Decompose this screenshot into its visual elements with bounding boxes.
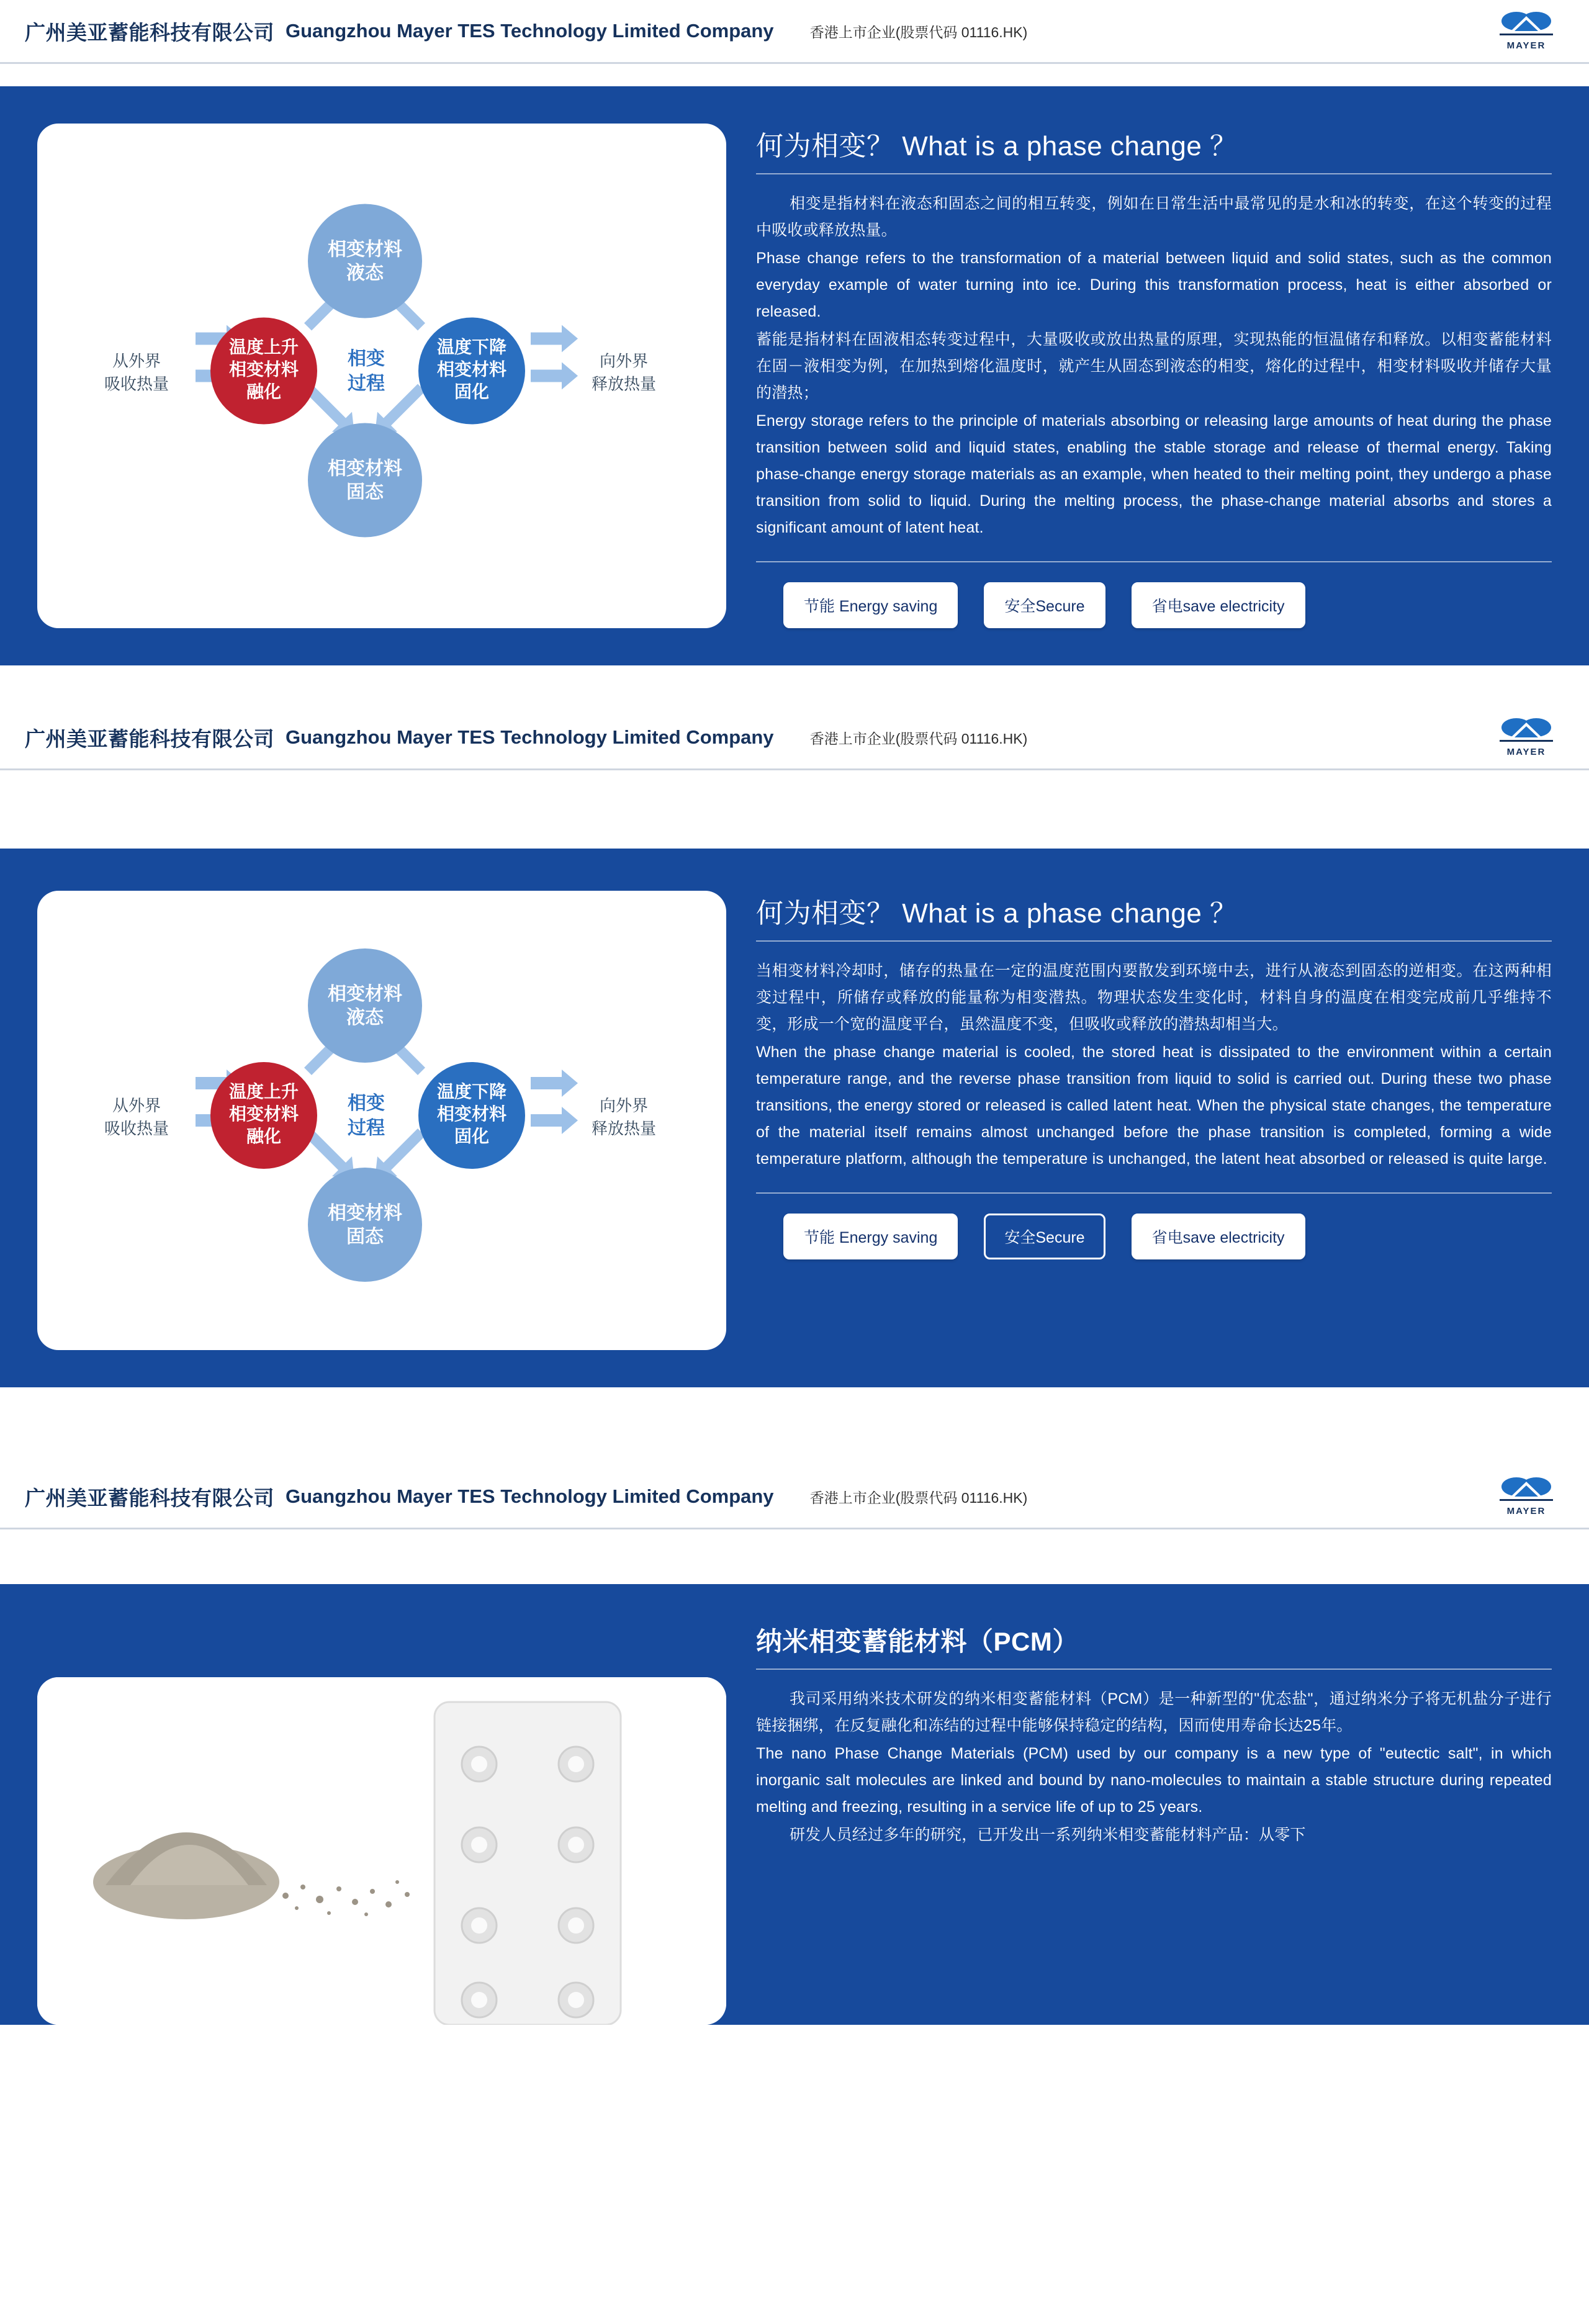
svg-text:释放热量: 释放热量 (591, 374, 657, 394)
svg-text:相变材料: 相变材料 (328, 1203, 402, 1223)
mayer-logo-icon (1500, 11, 1553, 40)
svg-text:从外界: 从外界 (112, 351, 161, 371)
svg-text:相变: 相变 (348, 348, 385, 369)
svg-text:相变材料: 相变材料 (436, 1104, 507, 1124)
svg-text:液态: 液态 (346, 263, 384, 284)
mayer-logo-text: MAYER (1506, 40, 1546, 51)
paragraph: 相变是指材料在液态和固态之间的相互转变，例如在日常生活中最常见的是水和冰的转变，在这个转变的过程中吸收或释放热量。 (756, 195, 1552, 239)
mayer-logo (1492, 716, 1560, 759)
slide-3-title: 纳米相变蓄能材料（PCM） (756, 1627, 1079, 1656)
svg-text:温度上升: 温度上升 (228, 337, 299, 357)
svg-text:液态: 液态 (346, 1007, 384, 1028)
header-gap-2 (0, 770, 1589, 849)
mayer-logo (1492, 1475, 1560, 1518)
svg-text:温度上升: 温度上升 (228, 1082, 299, 1101)
company-name-cn: 广州美亚蓄能科技有限公司 (25, 20, 274, 44)
svg-text:相变材料: 相变材料 (228, 1104, 299, 1124)
title-divider-3 (756, 1669, 1552, 1670)
svg-text:融化: 融化 (246, 382, 282, 402)
tag-secure[interactable]: 安全Secure (984, 582, 1105, 628)
page-header-3 (0, 1466, 1589, 1528)
svg-text:过程: 过程 (348, 1118, 385, 1138)
company-name-en: Guangzhou Mayer TES Technology Limited Company (286, 20, 774, 42)
slide-2-body (0, 849, 1589, 1387)
svg-text:融化: 融化 (246, 1127, 282, 1146)
mayer-logo-text: MAYER (1506, 1506, 1546, 1516)
svg-text:向外界: 向外界 (599, 351, 649, 371)
paragraph: 蓄能是指材料在固液相态转变过程中，大量吸收或放出热量的原理，实现热能的恒温储存和释放。以相变蓄能材料在固－液相变为例，在加热到熔化温度时，就产生从固态到液态的相变，熔化的过程中，相变材料吸收并储存大量的潜热； (756, 331, 1552, 402)
tag-energy-saving[interactable]: 节能 Energy saving (783, 1214, 958, 1259)
company-name-en: Guangzhou Mayer TES Technology Limited Company (286, 1485, 774, 1507)
page-header-1 (0, 0, 1589, 62)
phase-change-diagram-card-1 (37, 124, 726, 628)
slide-1-body-text (756, 191, 1552, 543)
slide-3-body-text (756, 1686, 1552, 1850)
page-header-2 (0, 706, 1589, 768)
mayer-logo (1492, 9, 1560, 53)
tag-secure[interactable]: 安全Secure (984, 1214, 1105, 1259)
phase-change-diagram-card-2 (37, 891, 726, 1350)
slide-2-bottom-gap (0, 1387, 1589, 1466)
svg-text:固化: 固化 (454, 382, 490, 402)
mayer-logo-icon (1500, 1477, 1553, 1505)
tag-save-electricity[interactable]: 省电save electricity (1132, 582, 1305, 628)
svg-text:过程: 过程 (348, 373, 385, 394)
svg-text:相变: 相变 (348, 1093, 385, 1114)
slide-3 (0, 1466, 1589, 2025)
svg-text:固化: 固化 (454, 1127, 490, 1146)
title-divider-2 (756, 940, 1552, 942)
stock-code-note: 香港上市企业(股票代码 01116.HK) (809, 1489, 1028, 1506)
slide-1-bottom-gap (0, 665, 1589, 706)
paragraph: Phase change refers to the transformation of a material between liquid and solid states, such as the common everyday example of water turning into ice. During this transformation process, heat is either absorbed or released. (756, 250, 1552, 320)
slide-1-body (0, 86, 1589, 665)
stock-code-note: 香港上市企业(股票代码 01116.HK) (809, 24, 1028, 40)
pcm-product-photo-card (37, 1677, 726, 2025)
svg-text:相变材料: 相变材料 (228, 359, 299, 379)
paragraph: The nano Phase Change Materials (PCM) used by our company is a new type of "eutectic salt", in which inorganic salt molecules are linked and bound by nano-molecules to maintain a stable structure during repeated melting and freezing, resulting in a service life of up to 25 years. (756, 1745, 1552, 1816)
slide-1-text-column (726, 124, 1552, 628)
paragraph: 我司采用纳米技术研发的纳米相变蓄能材料（PCM）是一种新型的"优态盐"，通过纳米分子将无机盐分子进行链接捆绑，在反复融化和冻结的过程中能够保持稳定的结构，因而使用寿命长达25年。 (756, 1690, 1552, 1734)
svg-text:从外界: 从外界 (112, 1096, 161, 1115)
slide-2-text-column (726, 891, 1552, 1350)
svg-text:相变材料: 相变材料 (328, 458, 402, 479)
slide-2-title: 何为相变？ What is a phase change ？ (756, 898, 1238, 929)
svg-text:相变材料: 相变材料 (436, 359, 507, 379)
paragraph: 当相变材料冷却时，储存的热量在一定的温度范围内要散发到环境中去，进行从液态到固态的逆相变。在这两种相变过程中，所储存或释放的能量称为相变潜热。物理状态发生变化时，材料自身的温度在相变完成前几乎维持不变，形成一个宽的温度平台，虽然温度不变，但吸收或释放的潜热却相当大。 (756, 962, 1552, 1033)
slide-1-title: 何为相变？ What is a phase change ？ (756, 131, 1238, 161)
slide-1 (0, 0, 1589, 706)
svg-text:相变材料: 相变材料 (328, 984, 402, 1004)
tag-save-electricity[interactable]: 省电save electricity (1132, 1214, 1305, 1259)
tag-energy-saving[interactable]: 节能 Energy saving (783, 582, 958, 628)
header-gap (0, 64, 1589, 86)
slide-2-tag-row (756, 1214, 1552, 1259)
header-gap-3 (0, 1529, 1589, 1584)
svg-text:吸收热量: 吸收热量 (104, 1119, 169, 1138)
svg-text:温度下降: 温度下降 (436, 337, 507, 357)
mayer-logo-icon (1500, 718, 1553, 746)
paragraph: 研发人员经过多年的研究，已开发出一系列纳米相变蓄能材料产品：从零下 (790, 1826, 1306, 1844)
buttons-divider-1 (756, 561, 1552, 562)
title-divider-1 (756, 173, 1552, 174)
svg-text:相变材料: 相变材料 (328, 239, 402, 260)
svg-text:向外界: 向外界 (599, 1096, 649, 1115)
pcm-product-photo (37, 1677, 726, 2025)
paragraph: When the phase change material is cooled, the stored heat is dissipated to the environment within a certain temperature range, and the reverse phase transition from liquid to solid is carried out. During these two phase transitions, the energy stored or released is called latent heat. When the physical state changes, the temperature of the material itself remains almost unchanged before the phase transition is completed, forming a wide temperature platform, although the temperature is unchanged, the latent heat absorbed or released is quite large. (756, 1043, 1552, 1168)
slide-1-tag-row (756, 582, 1552, 628)
mayer-logo-text: MAYER (1506, 747, 1546, 757)
svg-text:温度下降: 温度下降 (436, 1082, 507, 1101)
slide-2-body-text (756, 958, 1552, 1174)
slide-3-text-column (726, 1621, 1552, 1850)
slide-2 (0, 706, 1589, 1466)
company-name-cn: 广州美亚蓄能科技有限公司 (25, 727, 274, 750)
phase-change-diagram (37, 891, 726, 1350)
svg-text:固态: 固态 (346, 482, 384, 503)
slide-3-body (0, 1584, 1589, 2025)
phase-change-diagram (37, 124, 726, 628)
paragraph: Energy storage refers to the principle of materials absorbing or releasing large amounts of heat during the phase transition between solid and liquid states, enabling the stable storage and release of thermal energy. Taking phase-change energy storage materials as an example, when heated to their melting point, they undergo a phase transition from solid to liquid. During the melting process, the phase-change material absorbs and stores a significant amount of latent heat. (756, 412, 1552, 536)
stock-code-note: 香港上市企业(股票代码 01116.HK) (809, 730, 1028, 747)
svg-text:固态: 固态 (346, 1227, 384, 1247)
svg-text:释放热量: 释放热量 (591, 1119, 657, 1138)
company-name-en: Guangzhou Mayer TES Technology Limited Company (286, 726, 774, 748)
company-name-cn: 广州美亚蓄能科技有限公司 (25, 1486, 274, 1510)
buttons-divider-2 (756, 1192, 1552, 1194)
svg-text:吸收热量: 吸收热量 (104, 374, 169, 394)
